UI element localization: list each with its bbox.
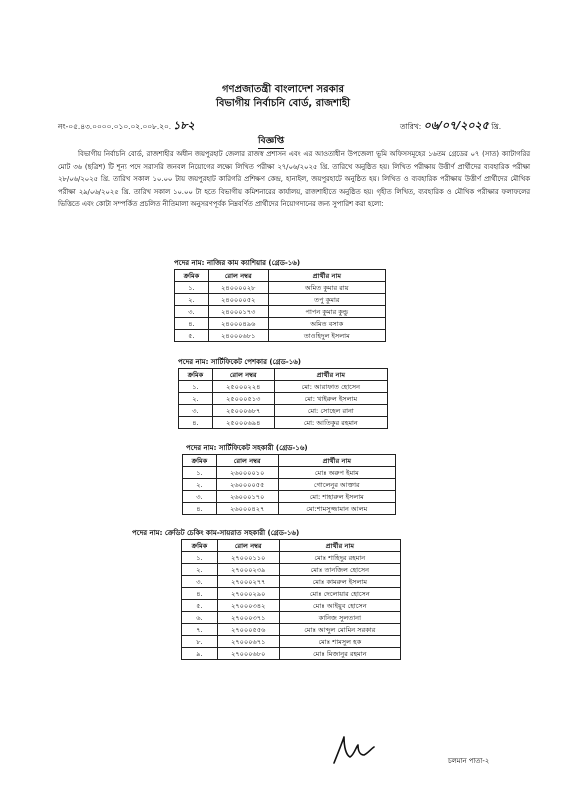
roll-cell: ২৭০০০১১০	[217, 552, 279, 564]
table-row	[183, 491, 396, 503]
table-header-row	[179, 369, 388, 381]
table-row	[183, 467, 396, 479]
table-row	[175, 306, 386, 318]
table-row	[179, 405, 388, 417]
col-roll: রোল নম্বর	[217, 540, 279, 552]
name-cell: গোলেনুর আক্তার	[278, 479, 395, 491]
name-cell: মো: খাইরুল ইসলাম	[274, 393, 387, 405]
table-row	[182, 576, 401, 588]
serial-cell: ৯.	[182, 648, 218, 660]
serial-cell: ৩.	[183, 491, 217, 503]
serial-cell: ২.	[182, 564, 218, 576]
name-cell: মোঃ তানজিল হোসেন	[279, 564, 400, 576]
memo-date	[400, 117, 501, 136]
name-cell: মো:শামসুজ্জামান আলম	[278, 503, 395, 515]
table-header-row	[182, 540, 401, 552]
name-cell: মোঃ আইয়ুব হোসেন	[279, 600, 400, 612]
table-row	[175, 282, 386, 294]
roll-cell: ২৭০০০২৯০	[217, 588, 279, 600]
name-cell: পাপন কুমার কুন্ডু	[268, 306, 385, 318]
table-row	[182, 564, 401, 576]
roll-cell: ২৫০০০৬৮৭	[212, 405, 274, 417]
roll-cell: ২৭০০০২৭৭	[217, 576, 279, 588]
serial-cell: ২.	[183, 479, 217, 491]
post-title-certificate-assistant: পদের নাম: সার্টিফিকেট সহকারী (গ্রেড-১৬)	[186, 444, 308, 452]
roll-cell: ২৫০০০৫১৩	[212, 393, 274, 405]
date-suffix: খ্রি.	[491, 122, 502, 131]
col-name: প্রার্থীর নাম	[268, 270, 385, 282]
col-name: প্রার্থীর নাম	[279, 540, 400, 552]
table-header-row	[183, 455, 396, 467]
table-row	[179, 393, 388, 405]
serial-cell: ৪.	[183, 503, 217, 515]
serial-cell: ৬.	[182, 612, 218, 624]
serial-cell: ৫.	[175, 330, 209, 342]
serial-cell: ১.	[182, 552, 218, 564]
name-cell: মোঃ শাহিদুর রহমান	[279, 552, 400, 564]
post-title-nazir: পদের নাম: নাজির কাম ক্যাশিয়ার (গ্রেড-১৬)	[174, 259, 301, 267]
roll-cell: ২৬০০০১৭০	[216, 491, 278, 503]
post-title-certificate-peshkar: পদের নাম: সার্টিফিকেট পেশকার (গ্রেড-১৬)	[178, 358, 301, 366]
name-cell: কানিজ সুলতানা	[279, 612, 400, 624]
table-row	[183, 503, 396, 515]
table-row	[182, 600, 401, 612]
serial-cell: ১.	[179, 381, 213, 393]
candidate-table-certificate-assistant	[182, 454, 396, 515]
roll-cell: ২৭০০০৫৫৬	[217, 624, 279, 636]
name-cell: মোঃ মিজানুর রহমান	[279, 648, 400, 660]
name-cell: মো: সোহেল রানা	[274, 405, 387, 417]
serial-cell: ৫.	[182, 600, 218, 612]
name-cell: মোঃ কামরুল ইসলাম	[279, 576, 400, 588]
roll-cell: ২৬০০০০৫৫	[216, 479, 278, 491]
table-row	[179, 417, 388, 429]
col-serial: ক্রমিক	[179, 369, 213, 381]
name-cell: মোঃ দেলোয়ার হোসেন	[279, 588, 400, 600]
serial-cell: ৭.	[182, 624, 218, 636]
serial-cell: ২.	[175, 294, 209, 306]
serial-cell: ২.	[179, 393, 213, 405]
serial-cell: ৩.	[182, 576, 218, 588]
table-row	[182, 612, 401, 624]
signature-mark	[330, 733, 376, 767]
post-title-credit-checking: পদের নাম: ক্রেডিট চেকিং কাম-সায়রাত সহকারী (গ্রেড-১৬)	[132, 529, 300, 537]
col-roll: রোল নম্বর	[208, 270, 268, 282]
memo-number-handwritten: ১৮২	[173, 119, 195, 132]
name-cell: মোঃ আব্দুল মোমিন সরকার	[279, 624, 400, 636]
table-row	[182, 636, 401, 648]
name-cell: অমিত কুমার রায়	[268, 282, 385, 294]
roll-cell: ২৫০০০৬৯৪	[212, 417, 274, 429]
table-row	[182, 648, 401, 660]
table-row	[175, 318, 386, 330]
roll-cell: ২৪০০০০৫২	[208, 294, 268, 306]
col-roll: রোল নম্বর	[216, 455, 278, 467]
notice-body: বিভাগীয় নির্বাচনি বোর্ড, রাজশাহীর অধীন জয়পুরহাট জেলার রাজস্ব প্রশাসন এবং এর আওতাধীন উপজেলা ভূমি অফিসসমূহের ১৬তম গ্রেডের ০৭ (সাত) ক্যাটাগরির মোট ৩৬ (ছত্রিশ) টি শূন্য পদে সরাসরি জনবল নিয়োগের লক্ষ্যে লিখিত পরীক্ষা ২৭/০৬/২০২৫ খ্রি. তারিখে অনুষ্ঠিত হয়। লিখিত পরীক্ষায় উত্তীর্ণ প্রার্থীদের ব্যবহারিক পরীক্ষা ২৮/০৬/২০২৫ খ্রি. তারিখ সকাল ১০.০০ টায় জয়পুরহাট কারিগরি প্রশিক্ষণ কেন্দ্র, হানাইল, জয়পুরহাটে অনুষ্ঠিত হয়। লিখিত ও ব্যবহারিক পরীক্ষায় উত্তীর্ণ প্রার্থীদের মৌখিক পরীক্ষা ২৯/০৬/২০২৫ খ্রি. তারিখ সকাল ১০.০০ টা হতে বিভাগীয় কমিশনারের কার্যালয়, রাজশাহীতে অনুষ্ঠিত হয়। গৃহীত লিখিত, ব্যবহারিক ও মৌখিক পরীক্ষার ফলাফলের ভিত্তিতে এবং কোটা সম্পর্কিত প্রচলিত নীতিমালা অনুসরণপূর্বক নিম্নবর্ণিত প্রার্থীদের নিয়োগদানের জন্য সুপারিশ করা হলো:	[58, 150, 530, 209]
candidate-table-certificate-peshkar	[178, 368, 388, 429]
serial-cell: ৪.	[182, 588, 218, 600]
table-row	[182, 552, 401, 564]
serial-cell: ৪.	[175, 318, 209, 330]
government-heading: গণপ্রজাতন্ত্রী বাংলাদেশ সরকার	[222, 84, 344, 95]
col-name: প্রার্থীর নাম	[278, 455, 395, 467]
office-heading: বিভাগীয় নির্বাচনি বোর্ড, রাজশাহী	[215, 98, 350, 109]
table-row	[182, 624, 401, 636]
table-row	[183, 479, 396, 491]
serial-cell: ১.	[183, 467, 217, 479]
roll-cell: ২৪০০০৬৮১	[208, 330, 268, 342]
table-row	[175, 294, 386, 306]
notice-title: বিজ্ঞপ্তি	[258, 133, 284, 149]
roll-cell: ২৪০০০৪৯৬	[208, 318, 268, 330]
roll-cell: ২৬০০০০১০	[216, 467, 278, 479]
roll-cell: ২৬০০০৪২৭	[216, 503, 278, 515]
serial-cell: ৩.	[179, 405, 213, 417]
roll-cell: ২৪০০০০২৮	[208, 282, 268, 294]
candidate-table-credit-checking	[181, 539, 401, 660]
candidate-table-nazir	[174, 269, 386, 342]
name-cell: মোঃ অরুপ ইমাম	[278, 467, 395, 479]
name-cell: মো: আতিকুর রহমান	[274, 417, 387, 429]
table-row	[179, 381, 388, 393]
col-name: প্রার্থীর নাম	[274, 369, 387, 381]
serial-cell: ৩.	[175, 306, 209, 318]
table-header-row	[175, 270, 386, 282]
date-label: তারিখ:	[400, 122, 422, 131]
continued-page-note: চলমান পাতা-২	[448, 757, 490, 765]
serial-cell: ৪.	[179, 417, 213, 429]
memo-number-text: নং-০৫.৪৩.০০০০.০১০.০২.০০৮.২০.	[58, 122, 172, 131]
serial-cell: ১.	[175, 282, 209, 294]
col-serial: ক্রমিক	[183, 455, 217, 467]
roll-cell: ২৭০০০৬৭১	[217, 636, 279, 648]
col-serial: ক্রমিক	[182, 540, 218, 552]
roll-cell: ২৭০০০৩৭১	[217, 612, 279, 624]
name-cell: মো: শাহারুল ইসলাম	[278, 491, 395, 503]
roll-cell: ২৭০০০২৩৯	[217, 564, 279, 576]
roll-cell: ২৭০০০৬৮০	[217, 648, 279, 660]
serial-cell: ৮.	[182, 636, 218, 648]
memo-number	[58, 117, 195, 136]
name-cell: তপু কুমার	[268, 294, 385, 306]
date-value: ০৬/০৭/২০২৫	[423, 119, 489, 132]
col-serial: ক্রমিক	[175, 270, 209, 282]
roll-cell: ২৭০০০৩৪২	[217, 600, 279, 612]
table-row	[182, 588, 401, 600]
col-roll: রোল নম্বর	[212, 369, 274, 381]
table-row	[175, 330, 386, 342]
roll-cell: ২৪০০০১৭৩	[208, 306, 268, 318]
name-cell: মো: আরাফাত হোসেন	[274, 381, 387, 393]
roll-cell: ২৫০০০২২৪	[212, 381, 274, 393]
name-cell: তাওহিদুল ইসলাম	[268, 330, 385, 342]
name-cell: অমিত বসাক	[268, 318, 385, 330]
name-cell: মোঃ শামসুল হক	[279, 636, 400, 648]
